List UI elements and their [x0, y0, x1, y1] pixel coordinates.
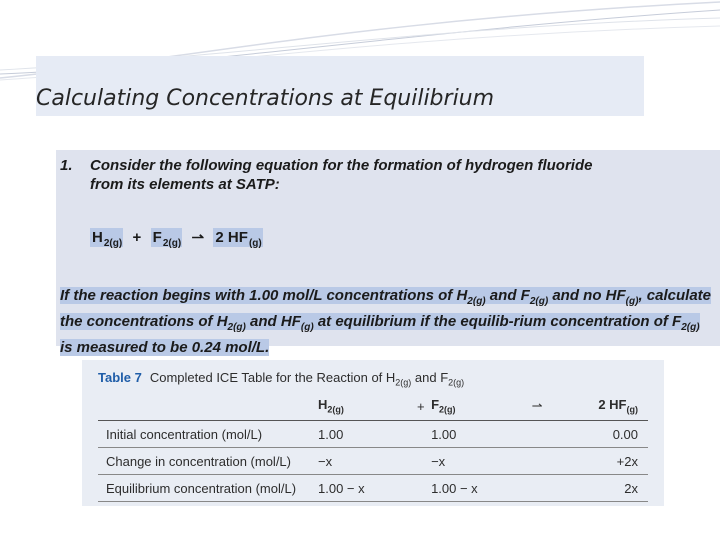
table-row: [98, 475, 648, 502]
ice-table: [98, 392, 648, 502]
cell-f2: −x: [430, 448, 524, 475]
row-label: Change in concentration (mol/L): [98, 448, 317, 475]
question-line-1: Consider the following equation for the formation of hydrogen fluoride: [90, 157, 593, 174]
cell-f2: 1.00: [430, 421, 524, 448]
header-h2: $H_{2(g)}$: [317, 392, 411, 421]
table-header-row: [98, 392, 648, 421]
header-blank: [98, 392, 317, 421]
header-hf: 2 $HF_{(g)}$: [550, 392, 648, 421]
reactant-f2: $F_{2(g)}$: [152, 229, 182, 249]
slide-title: Calculating Concentrations at Equilibrium: [36, 86, 495, 111]
table-caption: Table 7 Completed ICE Table for the Reaction of $H_{2(g)}$ and $F_{2(g)}$: [98, 370, 465, 388]
header-plus: +: [411, 392, 430, 421]
cell-hf: 0.00: [550, 421, 648, 448]
cell-hf: 2x: [550, 475, 648, 502]
problem-number: 1.: [60, 157, 73, 174]
header-arrow: ⇀: [525, 392, 550, 421]
table-row: [98, 421, 648, 448]
cell-h2: 1.00: [317, 421, 411, 448]
table-row: [98, 448, 648, 475]
problem-question: [90, 156, 680, 194]
header-f2: $F_{2(g)}$: [430, 392, 524, 421]
plus-sign: +: [132, 229, 142, 246]
table-label: Table 7: [98, 370, 142, 385]
reaction-equation: [90, 228, 263, 253]
cell-hf: +2x: [550, 448, 648, 475]
question-line-2: from its elements at SATP:: [90, 176, 280, 193]
problem-paragraph: If the reaction begins with 1.00 mol/L concentrations of $H_{2(g)}$ and $F_{2(g)}$ and no $HF_{(g)}$, calculate the concentrations of $H_{2(g)}$ and $HF_{(g)}$ at equilibrium if the equilib-rium concentration of $F_{2(g)}$ is measured to be 0.24 mol/L.: [60, 287, 711, 356]
row-label: Initial concentration (mol/L): [98, 421, 317, 448]
cell-f2: 1.00 − x: [430, 475, 524, 502]
product-hf: 2 $HF_{(g)}$: [215, 229, 262, 249]
cell-h2: 1.00 − x: [317, 475, 411, 502]
cell-h2: −x: [317, 448, 411, 475]
problem-panel: [56, 150, 720, 356]
reactant-h2: $H_{2(g)}$: [92, 229, 123, 249]
row-label: Equilibrium concentration (mol/L): [98, 475, 317, 502]
ice-table-panel: [82, 360, 664, 506]
equilibrium-arrow: ⇀: [191, 229, 205, 246]
